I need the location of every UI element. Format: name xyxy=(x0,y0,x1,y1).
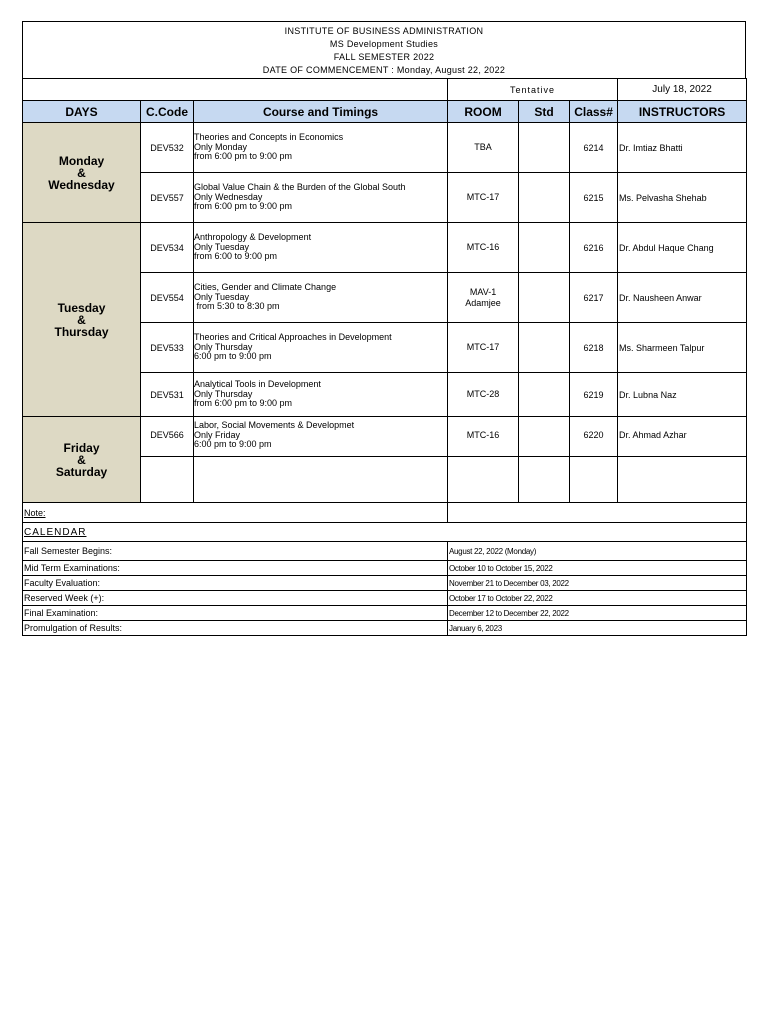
course-instructor: Dr. Lubna Naz xyxy=(618,373,747,417)
course-room: MTC-16 xyxy=(448,417,519,457)
calendar-title: CALENDAR xyxy=(24,526,87,538)
calendar-title-row xyxy=(23,523,747,542)
col-instructors: INSTRUCTORS xyxy=(618,101,747,123)
timetable-sheet xyxy=(22,21,746,636)
course-class: 6218 xyxy=(570,323,618,373)
course-std xyxy=(519,373,570,417)
col-days: DAYS xyxy=(23,101,141,123)
commencement-date: DATE OF COMMENCEMENT : Monday, August 22, 2022 xyxy=(262,64,506,75)
calendar-value: November 21 to December 03, 2022 xyxy=(448,576,747,591)
course-code: DEV557 xyxy=(141,173,194,223)
note-label: Note: xyxy=(24,507,46,518)
course-room: MAV-1 Adamjee xyxy=(448,273,519,323)
day-group-mon-wed: Monday & Wednesday xyxy=(23,123,141,223)
calendar-label: Mid Term Examinations: xyxy=(23,561,448,576)
course-instructor: Dr. Ahmad Azhar xyxy=(618,417,747,457)
course-info: Analytical Tools in Development Only Thursday from 6:00 pm to 9:00 pm xyxy=(194,373,448,417)
course-std xyxy=(519,173,570,223)
course-std xyxy=(519,223,570,273)
course-instructor: Ms. Pelvasha Shehab xyxy=(618,173,747,223)
col-course: Course and Timings xyxy=(194,101,448,123)
calendar-value: August 22, 2022 (Monday) xyxy=(448,542,747,561)
course-room: MTC-28 xyxy=(448,373,519,417)
course-info: Cities, Gender and Climate Change Only Tuesday from 5:30 to 8:30 pm xyxy=(194,273,448,323)
course-code: DEV534 xyxy=(141,223,194,273)
calendar-row xyxy=(23,591,747,606)
col-code: C.Code xyxy=(141,101,194,123)
course-code: DEV566 xyxy=(141,417,194,457)
day-group-fri-sat: Friday & Saturday xyxy=(23,417,141,503)
table-row xyxy=(23,223,747,273)
tentative-label: Tentative xyxy=(448,79,618,101)
course-info: Anthropology & Development Only Tuesday from 6:00 to 9:00 pm xyxy=(194,223,448,273)
course-room: MTC-17 xyxy=(448,323,519,373)
calendar-row xyxy=(23,621,747,636)
course-info: Labor, Social Movements & Developmet Only Friday 6:00 pm to 9:00 pm xyxy=(194,417,448,457)
table-row xyxy=(23,123,747,173)
course-info: Global Value Chain & the Burden of the Global South Only Wednesday from 6:00 pm to 9:00 pm xyxy=(194,173,448,223)
course-code: DEV533 xyxy=(141,323,194,373)
course-std xyxy=(519,123,570,173)
course-class: 6219 xyxy=(570,373,618,417)
course-class: 6220 xyxy=(570,417,618,457)
course-info: Theories and Concepts in Economics Only Monday from 6:00 pm to 9:00 pm xyxy=(194,123,448,173)
course-code: DEV554 xyxy=(141,273,194,323)
course-code: DEV532 xyxy=(141,123,194,173)
course-instructor: Ms. Sharmeen Talpur xyxy=(618,323,747,373)
col-room: ROOM xyxy=(448,101,519,123)
course-std xyxy=(519,323,570,373)
course-std xyxy=(519,273,570,323)
course-room: MTC-16 xyxy=(448,223,519,273)
calendar-table xyxy=(22,541,747,636)
col-std: Std xyxy=(519,101,570,123)
course-code: DEV531 xyxy=(141,373,194,417)
course-room: TBA xyxy=(448,123,519,173)
table-row xyxy=(23,417,747,457)
calendar-value: January 6, 2023 xyxy=(448,621,747,636)
course-instructor: Dr. Nausheen Anwar xyxy=(618,273,747,323)
day-group-tue-thu: Tuesday & Thursday xyxy=(23,223,141,417)
calendar-value: October 10 to October 15, 2022 xyxy=(448,561,747,576)
institute-name: INSTITUTE OF BUSINESS ADMINISTRATION xyxy=(284,25,484,36)
course-class: 6214 xyxy=(570,123,618,173)
course-instructor: Dr. Imtiaz Bhatti xyxy=(618,123,747,173)
course-info: Theories and Critical Approaches in Development Only Thursday 6:00 pm to 9:00 pm xyxy=(194,323,448,373)
course-std xyxy=(519,417,570,457)
calendar-row xyxy=(23,561,747,576)
revision-date: July 18, 2022 xyxy=(618,79,747,101)
course-instructor: Dr. Abdul Haque Chang xyxy=(618,223,747,273)
note-row xyxy=(23,503,747,523)
calendar-value: December 12 to December 22, 2022 xyxy=(448,606,747,621)
col-class: Class# xyxy=(570,101,618,123)
calendar-row xyxy=(23,606,747,621)
calendar-label: Fall Semester Begins: xyxy=(23,542,448,561)
program-name: MS Development Studies xyxy=(329,38,439,49)
course-class: 6217 xyxy=(570,273,618,323)
calendar-value: October 17 to October 22, 2022 xyxy=(448,591,747,606)
calendar-label: Faculty Evaluation: xyxy=(23,576,448,591)
course-class: 6215 xyxy=(570,173,618,223)
course-class: 6216 xyxy=(570,223,618,273)
semester-name: FALL SEMESTER 2022 xyxy=(333,51,435,62)
calendar-label: Final Examination: xyxy=(23,606,448,621)
calendar-label: Reserved Week (+): xyxy=(23,591,448,606)
calendar-label: Promulgation of Results: xyxy=(23,621,448,636)
document-header xyxy=(22,21,746,78)
calendar-row xyxy=(23,576,747,591)
course-room: MTC-17 xyxy=(448,173,519,223)
column-header-row xyxy=(23,101,747,123)
calendar-row xyxy=(23,542,747,561)
schedule-table xyxy=(22,78,747,542)
